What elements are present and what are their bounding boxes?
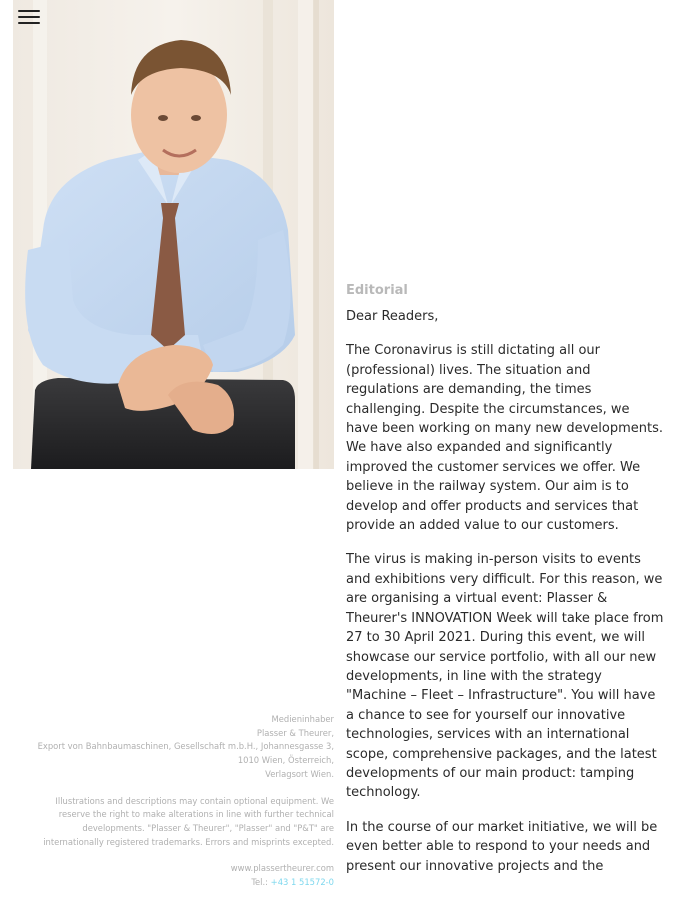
imprint-line: Export von Bahnbaumaschinen, Gesellschaft m.b.H., Johannesgasse 3, xyxy=(37,741,334,752)
phone-link[interactable]: +43 1 51572-0 xyxy=(270,877,334,888)
menu-bar xyxy=(18,10,40,12)
hamburger-menu-icon[interactable] xyxy=(18,10,40,26)
article-paragraph: The virus is making in-person visits to events and exhibitions very difficult. For this reason, we are organising a virtual event: Plasser & Theurer's INNOVATION Week will take place from 27 to 30 April 2021. During this event, we will showcase our service portfolio, with all our new developments, in line with the strategy "Machine – Fleet – Infrastructure". You will have a chance to see for yourself our innovative technologies, services with an international scope, comprehensive packages, and the latest developments of our main product: tamping technology. xyxy=(346,552,664,801)
imprint-line: Verlagsort Wien. xyxy=(265,768,334,779)
phone-label: Tel.: xyxy=(251,877,271,888)
article-paragraph: In the course of our market initiative, we will be even better able to respond to your needs and present our innovative projects and the xyxy=(346,819,658,874)
menu-bar xyxy=(18,16,40,18)
legal-line: internationally registered trademarks. Errors and misprints excepted. xyxy=(43,836,334,847)
greeting: Dear Readers, xyxy=(346,309,439,324)
article-paragraph: The Coronavirus is still dictating all our (professional) lives. The situation and regulations are demanding, the times challenging. Despite the circumstances, we have been working on many new developments. We have also expanded and significantly improved the customer services we offer. We believe in the railway system. Our aim is to develop and offer products and services that provide an added value to our customers. xyxy=(346,343,664,534)
portrait-photo xyxy=(13,0,334,469)
imprint-line: Plasser & Theurer, xyxy=(256,727,334,738)
phone-line xyxy=(12,876,334,890)
website-link[interactable]: www.plassertheurer.com xyxy=(230,863,334,874)
editorial-article xyxy=(346,282,664,891)
legal-notice xyxy=(12,795,334,850)
section-label: Editorial xyxy=(346,283,408,298)
imprint-line: Medieninhaber xyxy=(271,714,334,724)
imprint-line: 1010 Wien, Österreich, xyxy=(237,755,334,766)
legal-line: reserve the right to make alterations in line with further technical xyxy=(58,809,334,820)
menu-bar xyxy=(18,22,40,24)
legal-line: developments. "Plasser & Theurer", "Plasser" and "P&T" are xyxy=(82,822,334,833)
imprint xyxy=(12,713,334,890)
publisher-info xyxy=(12,713,334,782)
legal-line: Illustrations and descriptions may contain optional equipment. We xyxy=(55,795,334,806)
